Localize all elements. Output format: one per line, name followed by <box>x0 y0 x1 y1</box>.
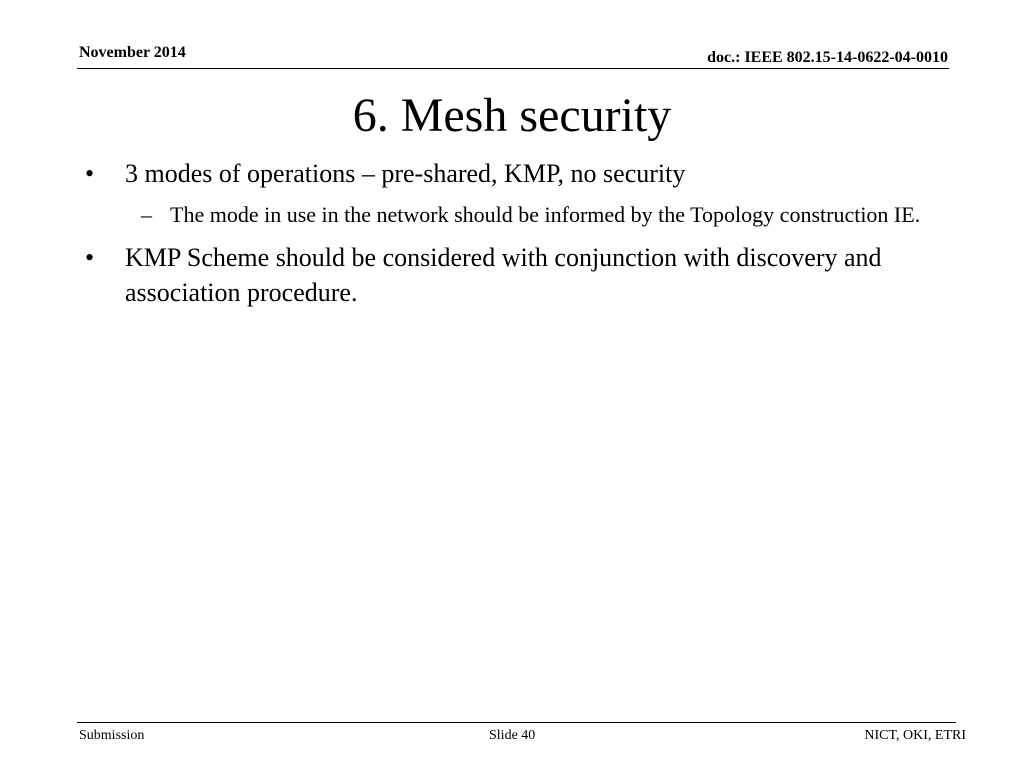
sub-bullet-item <box>85 200 925 230</box>
bullet-text: 3 modes of operations – pre-shared, KMP, no security <box>125 159 686 188</box>
sub-bullet-marker: – <box>141 202 152 227</box>
footer-divider <box>77 722 956 723</box>
footer-submission: Submission <box>79 728 145 743</box>
bullet-item <box>85 156 925 191</box>
header-date: November 2014 <box>79 44 186 61</box>
footer-slide-number: Slide 40 <box>489 728 536 743</box>
bullet-marker: • <box>85 243 95 272</box>
bullet-item <box>85 240 925 310</box>
slide-title: 6. Mesh security <box>352 89 672 142</box>
slide-body <box>85 156 925 310</box>
sub-bullet-text: The mode in use in the network should be informed by the Topology construction IE. <box>170 202 921 227</box>
header-doc-id: doc.: IEEE 802.15-14-0622-04-0010 <box>707 49 948 66</box>
footer-authors: NICT, OKI, ETRI <box>864 728 966 743</box>
bullet-marker: • <box>85 159 95 188</box>
header-divider <box>77 68 949 69</box>
bullet-text: KMP Scheme should be considered with conjunction with discovery and association procedure. <box>125 243 882 307</box>
